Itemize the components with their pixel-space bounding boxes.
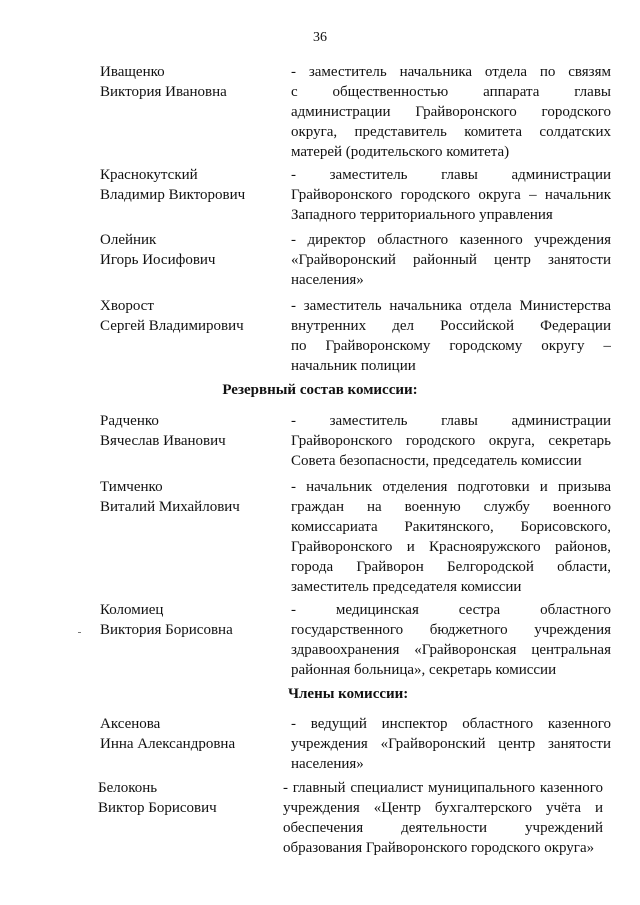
description-line: администрации Грайворонского городского [291, 104, 611, 120]
description-line: - заместитель главы администрации [291, 413, 611, 429]
position-description [291, 165, 611, 225]
position-description [291, 411, 611, 471]
description-line: обеспечения деятельности учреждений [283, 820, 603, 836]
description-line: учреждения «Центр бухгалтерского учёта и [283, 800, 603, 816]
description-line: - заместитель начальника отдела Министерства [291, 298, 611, 314]
surname: Коломиец [100, 602, 164, 618]
person-name [100, 714, 280, 754]
person-name [98, 778, 278, 818]
position-description [291, 714, 611, 774]
description-line: города Грайворон Белгородской области, [291, 559, 611, 575]
given-names: Виктор Борисович [98, 800, 217, 816]
surname: Аксенова [100, 716, 161, 732]
surname: Радченко [100, 413, 159, 429]
description-line: - главный специалист муниципального казенного [283, 780, 603, 796]
person-name [100, 165, 280, 205]
description-line: - медицинская сестра областного [291, 602, 611, 618]
description-line: внутренних дел Российской Федерации [291, 318, 611, 334]
description-line: - начальник отделения подготовки и призыва [291, 479, 611, 495]
page-number: 36 [313, 30, 327, 45]
position-description [291, 230, 611, 290]
person-name [100, 296, 280, 336]
description-line: здравоохранения «Грайворонская центральная [291, 642, 611, 658]
given-names: Инна Александровна [100, 736, 236, 752]
position-description [291, 62, 611, 162]
description-line: образования Грайворонского городского округа» [283, 840, 595, 856]
given-names: Игорь Иосифович [100, 252, 216, 268]
person-name [100, 411, 280, 451]
description-line: населения» [291, 756, 364, 772]
description-line: учреждения «Грайворонский центр занятости [291, 736, 611, 752]
description-line: районная больница», секретарь комиссии [291, 662, 557, 678]
description-line: Западного территориального управления [291, 207, 553, 223]
description-line: граждан на военную службу военного [291, 499, 611, 515]
scan-mark [78, 632, 81, 633]
surname: Тимченко [100, 479, 163, 495]
description-line: Грайворонского городского округа, секретарь [291, 433, 611, 449]
section-heading-members: Члены комиссии: [288, 686, 409, 702]
description-line: государственного бюджетного учреждения [291, 622, 611, 638]
person-name [100, 230, 280, 270]
person-name [100, 62, 280, 102]
description-line: с общественностью аппарата главы [291, 84, 611, 100]
description-line: матерей (родительского комитета) [291, 144, 510, 160]
person-name [100, 600, 280, 640]
description-line: начальник полиции [291, 358, 416, 374]
section-heading-reserve: Резервный состав комиссии: [222, 382, 418, 398]
description-line: - директор областного казенного учреждения [291, 232, 611, 248]
surname: Иващенко [100, 64, 165, 80]
position-description [291, 296, 611, 376]
description-line: - ведущий инспектор областного казенного [291, 716, 611, 732]
position-description [291, 477, 611, 597]
given-names: Вячеслав Иванович [100, 433, 226, 449]
description-line: населения» [291, 272, 364, 288]
given-names: Владимир Викторович [100, 187, 246, 203]
surname: Олейник [100, 232, 157, 248]
description-line: комиссариата Ракитянского, Борисовского, [291, 519, 611, 535]
surname: Белоконь [98, 780, 158, 796]
given-names: Виктория Ивановна [100, 84, 227, 100]
description-line: Грайворонского и Краснояружского районов, [291, 539, 611, 555]
description-line: - заместитель главы администрации [291, 167, 611, 183]
given-names: Виталий Михайлович [100, 499, 240, 515]
position-description [283, 778, 603, 858]
surname: Краснокутский [100, 167, 198, 183]
description-line: по Грайворонскому городскому округу – [291, 338, 611, 354]
description-line: Грайворонского городского округа – начальник [291, 187, 611, 203]
description-line: заместитель председателя комиссии [291, 579, 522, 595]
position-description [291, 600, 611, 680]
description-line: - заместитель начальника отдела по связям [291, 64, 611, 80]
given-names: Сергей Владимирович [100, 318, 244, 334]
description-line: округа, представитель комитета солдатских [291, 124, 611, 140]
description-line: «Грайворонский районный центр занятости [291, 252, 611, 268]
person-name [100, 477, 280, 517]
given-names: Виктория Борисовна [100, 622, 233, 638]
description-line: Совета безопасности, председатель комиссии [291, 453, 582, 469]
surname: Хворост [100, 298, 154, 314]
